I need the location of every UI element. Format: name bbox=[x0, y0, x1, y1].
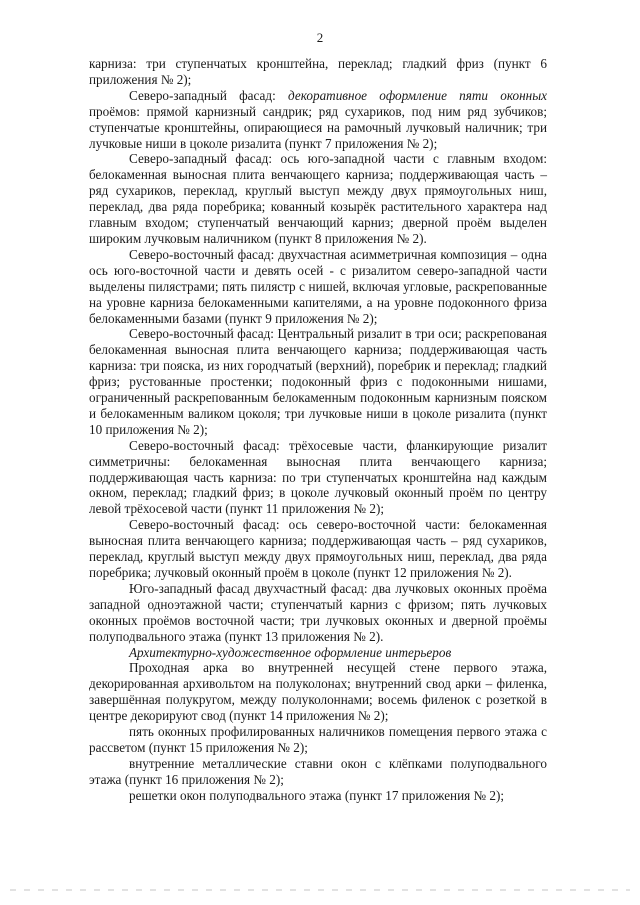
page-number: 2 bbox=[316, 30, 324, 45]
scan-artifact bbox=[10, 889, 630, 891]
paragraph: Северо-восточный фасад: трёхосевые части, фланкирующие ризалит симметричны: белокаменная выносная плита венчающего карниза; поддерживающая часть карниза: по три ступенчатых кронштейна над каждым окном, переклад; гладкий фриз; в цоколе лучковый оконный проём по центру левой трёхосевой части (пункт 11 приложения № 2); bbox=[89, 437, 547, 517]
paragraph: Проходная арка во внутренней несущей стене первого этажа, декорированная архивольтом на полуколонах; внутренний свод арки – филенка, завершённая полукругом, между полуколоннами; восемь филенок с розеткой в центре декорируют свод (пункт 14 приложения № 2); bbox=[89, 660, 547, 724]
paragraph: решетки окон полуподвального этажа (пункт 17 приложения № 2); bbox=[129, 787, 505, 803]
paragraph: Северо-западный фасад: ось юго-западной части с главным входом: белокаменная выносная плита венчающего карниза; поддерживающая часть – ряд сухариков, переклад, круглый выступ между двух прямоугольных ниш, переклад, два ряда поребрика; кованный козырёк растительного характера над главным входом; ступенчатый венчающий карниз; дверной проём выделен широким лучковым наличником (пункт 8 приложения № 2). bbox=[89, 151, 547, 246]
paragraph: пять оконных профилированных наличников помещения первого этажа с рассветом (пункт 15 приложения № 2); bbox=[89, 724, 547, 755]
paragraph-text: проёмов: прямой карнизный сандрик; ряд сухариков, под ним ряд зубчиков; ступенчатые кронштейны, опирающиеся на рамочный лучковый наличник; три лучковые ниши в цоколе ризалита (пункт 7 приложения № 2); bbox=[89, 103, 547, 151]
paragraph-lead-italic: декоративное оформление пяти оконных bbox=[288, 87, 548, 103]
paragraph bbox=[89, 88, 547, 152]
paragraph: карниза: три ступенчатых кронштейна, переклад; гладкий фриз (пункт 6 приложения № 2); bbox=[89, 56, 547, 87]
paragraph: внутренние металлические ставни окон с клёпками полуподвального этажа (пункт 16 приложения № 2); bbox=[89, 755, 547, 787]
section-heading: Архитектурно-художественное оформление интерьеров bbox=[129, 644, 452, 660]
paragraph: Юго-западный фасад двухчастный фасад: два лучковых оконных проёма западной одноэтажной части; ступенчатый карниз с фризом; пять лучковых оконных проёмов восточной части; три лучковых оконных и дверной проёмы полуподвального этажа (пункт 13 приложения № 2). bbox=[89, 580, 547, 644]
paragraph: Северо-восточный фасад: двухчастная асимметричная композиция – одна ось юго-восточной части и девять осей - с ризалитом северо-западной части выделены пилястрами; пять пилястр с нишей, включая угловые, раскрепованные на уровне карниза белокаменными капителями, а на уровне подоконного фриза белокаменными базами (пункт 9 приложения № 2); bbox=[89, 246, 547, 326]
paragraph-lead: Северо-западный фасад: bbox=[129, 87, 289, 103]
paragraph: Северо-восточный фасад: Центральный ризалит в три оси; раскрепованая белокаменная выносная плита венчающего карниза; поддерживающая часть карниза: три пояска, из них городчатый (верхний), поребрик и переклад; гладкий фриз; рустованные простенки; подоконный фриз с подоконными нишами, ограниченный раскрепованным белокаменным подоконным карнизным пояском и белокаменным валиком цоколя; три лучковые ниши в цоколе ризалита (пункт 10 приложения № 2); bbox=[89, 326, 547, 437]
document-body bbox=[89, 56, 547, 804]
paragraph: Северо-восточный фасад: ось северо-восточной части: белокаменная выносная плита венчающего карниза; поддерживающая часть – ряд сухариков, переклад, круглый выступ между двух прямоугольных ниш, переклад, два ряда поребрика; лучковый оконный проём в цоколе (пункт 12 приложения № 2). bbox=[89, 517, 547, 580]
